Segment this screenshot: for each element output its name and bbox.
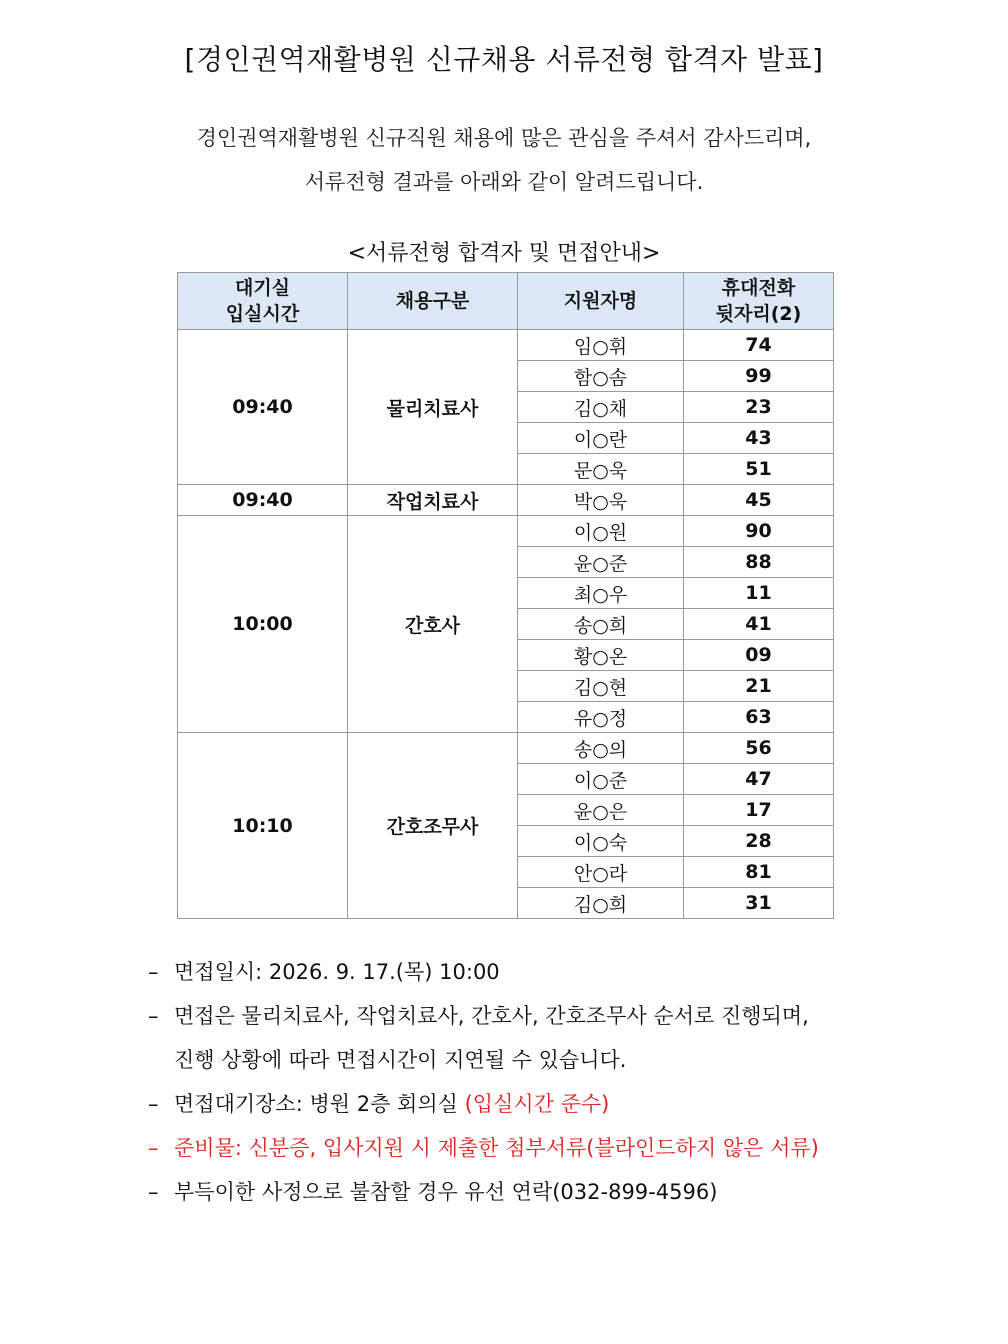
notes-section bbox=[148, 950, 968, 1214]
header-phone-line2: 뒷자리(2) bbox=[715, 303, 802, 325]
entry-time-cell: 10:00 bbox=[178, 516, 348, 733]
table-row bbox=[178, 733, 834, 764]
applicant-name-cell: 윤○은 bbox=[518, 795, 684, 826]
phone-digits-cell: 28 bbox=[684, 826, 834, 857]
bullet-dash: – bbox=[148, 1004, 159, 1028]
applicant-name-cell: 문○욱 bbox=[518, 454, 684, 485]
header-phone bbox=[684, 273, 834, 330]
table-row bbox=[178, 516, 834, 547]
note-interview-order bbox=[148, 994, 968, 1038]
table-row bbox=[178, 330, 834, 361]
phone-digits-cell: 81 bbox=[684, 857, 834, 888]
note-waiting-place-text: 면접대기장소: 병원 2층 회의실 bbox=[174, 1092, 458, 1116]
phone-digits-cell: 74 bbox=[684, 330, 834, 361]
intro-line-1: 경인권역재활병원 신규직원 채용에 많은 관심을 주셔서 감사드리며, bbox=[196, 126, 812, 150]
applicant-name-cell: 유○정 bbox=[518, 702, 684, 733]
note-materials-text: 준비물: 신분증, 입사지원 시 제출한 첨부서류(블라인드하지 않은 서류) bbox=[174, 1136, 819, 1160]
phone-digits-cell: 45 bbox=[684, 485, 834, 516]
phone-digits-cell: 56 bbox=[684, 733, 834, 764]
phone-digits-cell: 63 bbox=[684, 702, 834, 733]
category-cell: 간호사 bbox=[348, 516, 518, 733]
phone-digits-cell: 21 bbox=[684, 671, 834, 702]
note-absence-contact bbox=[148, 1170, 968, 1214]
category-cell: 간호조무사 bbox=[348, 733, 518, 919]
entry-time-cell: 09:40 bbox=[178, 330, 348, 485]
applicant-name-cell: 임○휘 bbox=[518, 330, 684, 361]
header-entry-time-line2: 입실시간 bbox=[225, 303, 300, 325]
note-waiting-place-emphasis: (입실시간 준수) bbox=[464, 1092, 610, 1116]
entry-time-cell: 10:10 bbox=[178, 733, 348, 919]
note-waiting-place bbox=[148, 1082, 968, 1126]
phone-digits-cell: 23 bbox=[684, 392, 834, 423]
page-title: [경인권역재활병원 신규채용 서류전형 합격자 발표] bbox=[184, 43, 824, 76]
phone-digits-cell: 99 bbox=[684, 361, 834, 392]
note-interview-order-line1: 면접은 물리치료사, 작업치료사, 간호사, 간호조무사 순서로 진행되며, bbox=[174, 1004, 809, 1028]
applicant-name-cell: 이○준 bbox=[518, 764, 684, 795]
applicant-name-cell: 윤○준 bbox=[518, 547, 684, 578]
note-interview-order-line2: 진행 상황에 따라 면접시간이 지연될 수 있습니다. bbox=[174, 1048, 627, 1072]
results-body bbox=[178, 330, 834, 919]
intro-line-2: 서류전형 결과를 아래와 같이 알려드립니다. bbox=[304, 170, 704, 194]
applicant-name-cell: 김○현 bbox=[518, 671, 684, 702]
phone-digits-cell: 88 bbox=[684, 547, 834, 578]
bullet-dash: – bbox=[148, 1136, 159, 1160]
header-phone-line1: 휴대전화 bbox=[721, 277, 796, 299]
note-interview-date bbox=[148, 950, 968, 994]
note-absence-contact-text: 부득이한 사정으로 불참할 경우 유선 연락(032-899-4596) bbox=[174, 1180, 718, 1204]
header-entry-time-line1: 대기실 bbox=[234, 277, 291, 299]
category-cell: 물리치료사 bbox=[348, 330, 518, 485]
phone-digits-cell: 11 bbox=[684, 578, 834, 609]
applicant-name-cell: 송○의 bbox=[518, 733, 684, 764]
phone-digits-cell: 31 bbox=[684, 888, 834, 919]
phone-digits-cell: 43 bbox=[684, 423, 834, 454]
bullet-dash: – bbox=[148, 960, 159, 984]
applicant-name-cell: 황○온 bbox=[518, 640, 684, 671]
note-interview-order-cont bbox=[148, 1038, 968, 1082]
header-entry-time bbox=[178, 273, 348, 330]
applicant-name-cell: 최○우 bbox=[518, 578, 684, 609]
phone-digits-cell: 09 bbox=[684, 640, 834, 671]
phone-digits-cell: 90 bbox=[684, 516, 834, 547]
header-applicant-name: 지원자명 bbox=[518, 273, 684, 330]
phone-digits-cell: 47 bbox=[684, 764, 834, 795]
note-interview-date-text: 면접일시: 2026. 9. 17.(목) 10:00 bbox=[174, 960, 500, 984]
note-materials bbox=[148, 1126, 968, 1170]
phone-digits-cell: 51 bbox=[684, 454, 834, 485]
applicant-name-cell: 이○원 bbox=[518, 516, 684, 547]
applicant-name-cell: 이○숙 bbox=[518, 826, 684, 857]
phone-digits-cell: 41 bbox=[684, 609, 834, 640]
bullet-dash: – bbox=[148, 1092, 159, 1116]
bullet-dash: – bbox=[148, 1180, 159, 1204]
applicant-name-cell: 이○란 bbox=[518, 423, 684, 454]
category-cell: 작업치료사 bbox=[348, 485, 518, 516]
applicant-name-cell: 박○욱 bbox=[518, 485, 684, 516]
applicant-name-cell: 송○희 bbox=[518, 609, 684, 640]
applicant-name-cell: 안○라 bbox=[518, 857, 684, 888]
table-caption: <서류전형 합격자 및 면접안내> bbox=[347, 241, 661, 266]
applicant-name-cell: 함○솜 bbox=[518, 361, 684, 392]
applicant-name-cell: 김○희 bbox=[518, 888, 684, 919]
entry-time-cell: 09:40 bbox=[178, 485, 348, 516]
phone-digits-cell: 17 bbox=[684, 795, 834, 826]
results-table bbox=[177, 272, 834, 919]
table-row bbox=[178, 485, 834, 516]
applicant-name-cell: 김○채 bbox=[518, 392, 684, 423]
table-header-row bbox=[178, 273, 834, 330]
header-category: 채용구분 bbox=[348, 273, 518, 330]
